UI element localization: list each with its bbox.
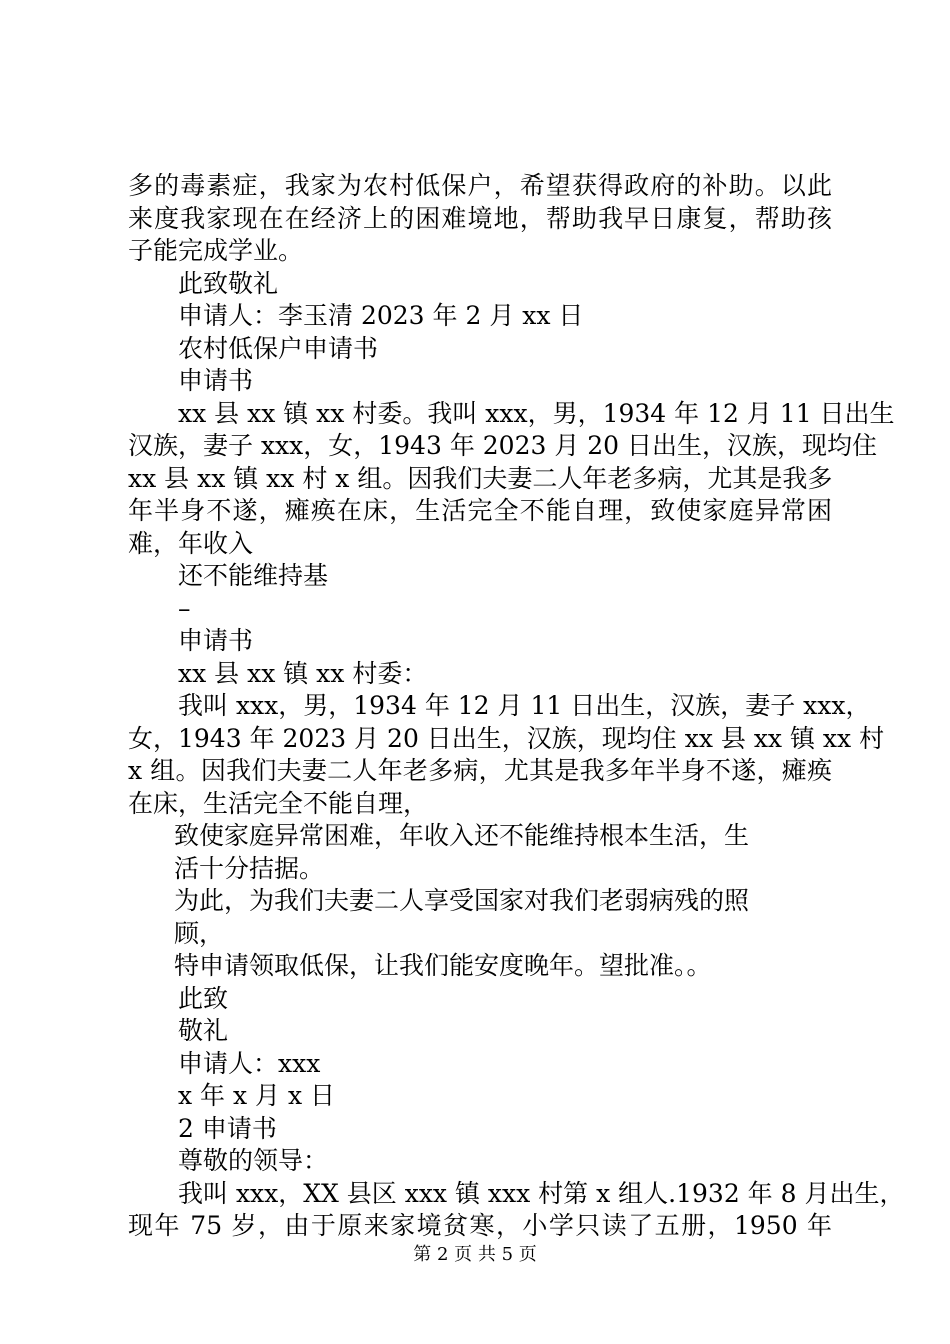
text-line: 活十分拮据。 [174, 853, 325, 883]
text-line: 敬礼 [178, 1016, 229, 1045]
text-line: 农村低保户申请书 [178, 333, 379, 363]
text-line: x 年 x 月 x 日 [178, 1081, 336, 1110]
text-line: 难，年收入 [128, 528, 254, 558]
text-line: 来度我家现在在经济上的困难境地，帮助我早日康复，帮助孩 [128, 203, 832, 233]
text-line: xx 县 xx 镇 xx 村委。我叫 xxx，男，1934 年 12 月 11 日出生 [178, 398, 895, 428]
text-line: 多的毒素症，我家为农村低保户，希望获得政府的补助。以此 [128, 171, 832, 200]
text-line: 女，1943 年 2023 月 20 日出生，汉族，现均住 xx 县 xx 镇 xx 村 [128, 723, 885, 753]
text-line: 为此，为我们夫妻二人享受国家对我们老弱病残的照 [174, 886, 750, 915]
text-line: xx 县 xx 镇 xx 村 x 组。因我们夫妻二人年老多病，尤其是我多 [128, 463, 833, 493]
text-line: – [178, 593, 191, 623]
text-line: 申请书 [178, 626, 254, 655]
text-line: 在床，生活完全不能自理， [128, 788, 429, 818]
text-line: 此致 [178, 983, 229, 1013]
text-line: 汉族，妻子 xxx，女，1943 年 2023 月 20 日出生，汉族，现均住 [128, 431, 878, 460]
document-body [128, 170, 905, 1243]
text-line: 申请人：李玉清 2023 年 2 月 xx 日 [178, 301, 584, 330]
text-line: 特申请领取低保，让我们能安度晚年。望批准。。 [174, 951, 712, 980]
text-line: 顾， [174, 918, 225, 948]
text-line: 年半身不遂，瘫痪在床，生活完全不能自理，致使家庭异常困 [128, 496, 832, 525]
text-line: 致使家庭异常困难，年收入还不能维持根本生活，生 [174, 821, 750, 850]
text-line: 申请书 [178, 366, 254, 395]
text-line: 我叫 xxx，男，1934 年 12 月 11 日出生，汉族，妻子 xxx， [178, 691, 871, 720]
text-line: 子能完成学业。 [128, 236, 304, 265]
text-line: 我叫 xxx，XX 县区 xxx 镇 xxx 村第 x 组人.1932 年 8 月出生， [178, 1178, 905, 1208]
text-line: xx 县 xx 镇 xx 村委： [178, 658, 428, 688]
text-line: 现年 75 岁，由于原来家境贫寒，小学只读了五册，1950 年 [128, 1211, 832, 1240]
text-line: 此致敬礼 [178, 268, 279, 298]
text-line: 尊敬的领导： [178, 1146, 329, 1175]
text-line: 申请人：xxx [178, 1048, 321, 1078]
text-line: x 组。因我们夫妻二人年老多病，尤其是我多年半身不遂，瘫痪 [128, 756, 832, 785]
page-number-footer: 第 2 页 共 5 页 [413, 1244, 537, 1265]
text-line: 2 申请书 [178, 1113, 277, 1143]
text-line: 还不能维持基 [178, 561, 329, 590]
